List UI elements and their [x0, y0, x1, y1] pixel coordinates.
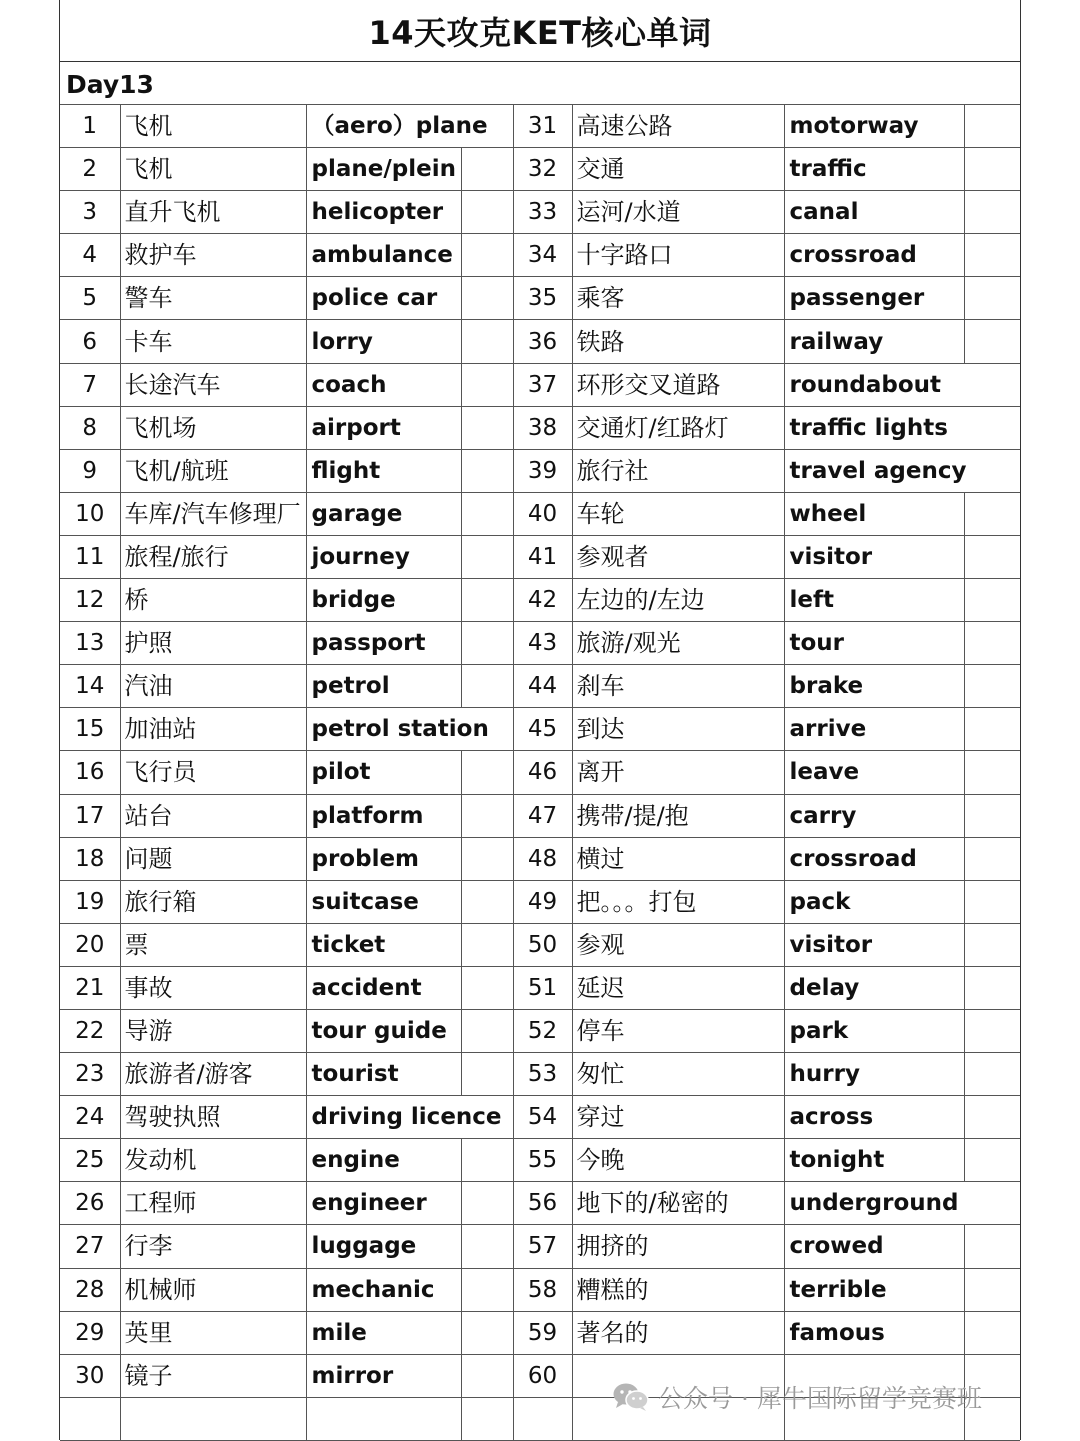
left-index: 12	[60, 579, 120, 622]
left-index: 30	[60, 1354, 120, 1397]
right-english: crowed	[784, 1225, 964, 1268]
vocabulary-sheet	[59, 0, 1021, 1440]
left-english: engineer	[306, 1182, 461, 1225]
table-row	[60, 363, 1020, 406]
left-blank-cell	[461, 794, 513, 837]
left-chinese: 旅行箱	[120, 880, 306, 923]
right-english: visitor	[784, 923, 964, 966]
right-index: 42	[513, 579, 572, 622]
right-index: 57	[513, 1225, 572, 1268]
right-blank-cell	[964, 1268, 1020, 1311]
left-chinese: 驾驶执照	[120, 1096, 306, 1139]
watermark-text: 公众号 · 犀牛国际留学竞赛班	[658, 1384, 982, 1413]
left-index: 13	[60, 622, 120, 665]
left-blank-cell	[461, 1354, 513, 1397]
left-chinese: 长途汽车	[120, 363, 306, 406]
right-blank-cell	[964, 880, 1020, 923]
left-chinese: 行李	[120, 1225, 306, 1268]
right-index: 35	[513, 277, 572, 320]
table-row	[60, 1268, 1020, 1311]
table-row	[60, 449, 1020, 492]
left-chinese: 导游	[120, 1009, 306, 1052]
left-chinese: 英里	[120, 1311, 306, 1354]
left-chinese: 旅程/旅行	[120, 535, 306, 578]
right-english: brake	[784, 665, 964, 708]
left-index: 5	[60, 277, 120, 320]
right-blank-cell	[964, 665, 1020, 708]
right-index: 31	[513, 105, 572, 148]
table-row	[60, 880, 1020, 923]
right-english: passenger	[784, 277, 964, 320]
left-chinese: 护照	[120, 622, 306, 665]
right-blank-cell	[964, 320, 1020, 363]
right-english: park	[784, 1009, 964, 1052]
left-index: 10	[60, 492, 120, 535]
left-english: luggage	[306, 1225, 461, 1268]
left-chinese: 旅游者/游客	[120, 1053, 306, 1096]
table-row	[60, 1139, 1020, 1182]
right-index: 48	[513, 837, 572, 880]
left-english: petrol station	[306, 708, 513, 751]
page-title: 14天攻克KET核心单词	[60, 0, 1020, 62]
right-index: 54	[513, 1096, 572, 1139]
right-english: carry	[784, 794, 964, 837]
right-index: 59	[513, 1311, 572, 1354]
table-row	[60, 191, 1020, 234]
table-row	[60, 406, 1020, 449]
right-blank-cell	[964, 492, 1020, 535]
right-index: 37	[513, 363, 572, 406]
left-english: engine	[306, 1139, 461, 1182]
left-index: 25	[60, 1139, 120, 1182]
right-blank-cell	[964, 622, 1020, 665]
table-row	[60, 837, 1020, 880]
right-blank-cell	[964, 708, 1020, 751]
right-english: crossroad	[784, 837, 964, 880]
right-blank-cell	[964, 837, 1020, 880]
left-chinese: 机械师	[120, 1268, 306, 1311]
right-chinese: 到达	[572, 708, 784, 751]
left-chinese: 站台	[120, 794, 306, 837]
right-english: tonight	[784, 1139, 964, 1182]
left-index: 26	[60, 1182, 120, 1225]
left-english: accident	[306, 966, 461, 1009]
left-english: journey	[306, 535, 461, 578]
left-chinese: 汽油	[120, 665, 306, 708]
right-index: 40	[513, 492, 572, 535]
watermark	[612, 1373, 982, 1421]
left-blank-cell	[461, 622, 513, 665]
right-english: visitor	[784, 535, 964, 578]
left-chinese: 事故	[120, 966, 306, 1009]
left-english: lorry	[306, 320, 461, 363]
right-english: delay	[784, 966, 964, 1009]
left-blank-cell	[461, 363, 513, 406]
right-blank-cell	[964, 966, 1020, 1009]
left-english: ambulance	[306, 234, 461, 277]
table-row	[60, 1096, 1020, 1139]
left-blank-cell	[461, 492, 513, 535]
right-index: 34	[513, 234, 572, 277]
right-index: 33	[513, 191, 572, 234]
left-blank-cell	[461, 923, 513, 966]
left-index: 6	[60, 320, 120, 363]
left-index: 3	[60, 191, 120, 234]
left-english: （aero）plane	[306, 105, 513, 148]
left-blank-cell	[461, 234, 513, 277]
right-english: famous	[784, 1311, 964, 1354]
table-row	[60, 492, 1020, 535]
right-chinese: 著名的	[572, 1311, 784, 1354]
right-english: travel agency	[784, 449, 1020, 492]
left-blank-cell	[461, 535, 513, 578]
right-english: traffic	[784, 148, 964, 191]
right-chinese: 乘客	[572, 277, 784, 320]
left-blank-cell	[461, 406, 513, 449]
left-blank-cell	[461, 665, 513, 708]
left-chinese: 问题	[120, 837, 306, 880]
right-blank-cell	[964, 277, 1020, 320]
left-chinese: 发动机	[120, 1139, 306, 1182]
right-index: 56	[513, 1182, 572, 1225]
left-blank-cell	[461, 1139, 513, 1182]
right-english: roundabout	[784, 363, 1020, 406]
right-chinese: 铁路	[572, 320, 784, 363]
left-index: 8	[60, 406, 120, 449]
right-chinese: 离开	[572, 751, 784, 794]
right-chinese: 地下的/秘密的	[572, 1182, 784, 1225]
left-english: helicopter	[306, 191, 461, 234]
table-row	[60, 320, 1020, 363]
right-english: railway	[784, 320, 964, 363]
left-index: 29	[60, 1311, 120, 1354]
right-index: 45	[513, 708, 572, 751]
left-english: police car	[306, 277, 461, 320]
left-index: 20	[60, 923, 120, 966]
right-english: left	[784, 579, 964, 622]
table-row	[60, 105, 1020, 148]
right-chinese: 运河/水道	[572, 191, 784, 234]
right-chinese: 停车	[572, 1009, 784, 1052]
left-english: mile	[306, 1311, 461, 1354]
right-blank-cell	[964, 148, 1020, 191]
left-chinese: 工程师	[120, 1182, 306, 1225]
right-index: 41	[513, 535, 572, 578]
left-index: 28	[60, 1268, 120, 1311]
right-chinese: 穿过	[572, 1096, 784, 1139]
right-index: 44	[513, 665, 572, 708]
left-index: 14	[60, 665, 120, 708]
right-index: 39	[513, 449, 572, 492]
left-english: mechanic	[306, 1268, 461, 1311]
left-blank-cell	[461, 1311, 513, 1354]
left-index: 24	[60, 1096, 120, 1139]
left-index: 18	[60, 837, 120, 880]
left-blank-cell	[461, 1053, 513, 1096]
left-english	[306, 1397, 461, 1440]
left-chinese: 加油站	[120, 708, 306, 751]
right-blank-cell	[964, 105, 1020, 148]
right-chinese: 参观	[572, 923, 784, 966]
right-index: 46	[513, 751, 572, 794]
right-blank-cell	[964, 579, 1020, 622]
right-index: 53	[513, 1053, 572, 1096]
right-chinese: 拥挤的	[572, 1225, 784, 1268]
right-index: 51	[513, 966, 572, 1009]
right-blank-cell	[964, 923, 1020, 966]
left-index: 2	[60, 148, 120, 191]
right-index: 52	[513, 1009, 572, 1052]
left-index: 7	[60, 363, 120, 406]
right-english: tour	[784, 622, 964, 665]
right-chinese: 交通	[572, 148, 784, 191]
right-blank-cell	[964, 535, 1020, 578]
right-index	[513, 1397, 572, 1440]
table-row	[60, 1009, 1020, 1052]
left-blank-cell	[461, 1009, 513, 1052]
right-english: across	[784, 1096, 964, 1139]
left-index: 23	[60, 1053, 120, 1096]
left-chinese: 票	[120, 923, 306, 966]
left-english: flight	[306, 449, 461, 492]
left-chinese: 警车	[120, 277, 306, 320]
right-english: crossroad	[784, 234, 964, 277]
vocabulary-table	[60, 104, 1020, 1441]
left-blank-cell	[461, 751, 513, 794]
left-english: petrol	[306, 665, 461, 708]
right-chinese: 延迟	[572, 966, 784, 1009]
left-english: ticket	[306, 923, 461, 966]
left-english: tour guide	[306, 1009, 461, 1052]
right-chinese: 刹车	[572, 665, 784, 708]
right-chinese: 交通灯/红路灯	[572, 406, 784, 449]
left-english: problem	[306, 837, 461, 880]
table-row	[60, 966, 1020, 1009]
right-blank-cell	[964, 234, 1020, 277]
right-blank-cell	[964, 1225, 1020, 1268]
right-index: 49	[513, 880, 572, 923]
right-blank-cell	[964, 751, 1020, 794]
right-english: motorway	[784, 105, 964, 148]
left-blank-cell	[461, 880, 513, 923]
day-label: Day13	[60, 61, 1020, 105]
left-chinese: 飞机	[120, 105, 306, 148]
left-chinese: 直升飞机	[120, 191, 306, 234]
left-chinese: 飞机/航班	[120, 449, 306, 492]
right-english: wheel	[784, 492, 964, 535]
right-blank-cell	[964, 1096, 1020, 1139]
left-blank-cell	[461, 320, 513, 363]
table-row	[60, 751, 1020, 794]
left-chinese: 卡车	[120, 320, 306, 363]
left-english: mirror	[306, 1354, 461, 1397]
right-chinese: 环形交叉道路	[572, 363, 784, 406]
right-index: 55	[513, 1139, 572, 1182]
table-row	[60, 665, 1020, 708]
right-chinese: 旅行社	[572, 449, 784, 492]
table-row	[60, 622, 1020, 665]
right-chinese: 糟糕的	[572, 1268, 784, 1311]
right-index: 32	[513, 148, 572, 191]
right-english: traffic lights	[784, 406, 1020, 449]
right-blank-cell	[964, 1053, 1020, 1096]
left-blank-cell	[461, 1268, 513, 1311]
left-index: 17	[60, 794, 120, 837]
right-chinese: 把。。。打包	[572, 880, 784, 923]
left-english: platform	[306, 794, 461, 837]
table-row	[60, 1053, 1020, 1096]
left-index	[60, 1397, 120, 1440]
left-blank-cell	[461, 191, 513, 234]
right-chinese: 左边的/左边	[572, 579, 784, 622]
left-index: 11	[60, 535, 120, 578]
right-english: terrible	[784, 1268, 964, 1311]
left-english: airport	[306, 406, 461, 449]
left-chinese: 飞行员	[120, 751, 306, 794]
left-chinese: 镜子	[120, 1354, 306, 1397]
right-blank-cell	[964, 1139, 1020, 1182]
left-english: tourist	[306, 1053, 461, 1096]
table-row	[60, 708, 1020, 751]
left-index: 16	[60, 751, 120, 794]
right-english: underground	[784, 1182, 1020, 1225]
right-index: 58	[513, 1268, 572, 1311]
table-row	[60, 794, 1020, 837]
left-blank-cell	[461, 579, 513, 622]
left-english: coach	[306, 363, 461, 406]
left-english: passport	[306, 622, 461, 665]
right-chinese: 参观者	[572, 535, 784, 578]
table-row	[60, 148, 1020, 191]
left-blank-cell	[461, 837, 513, 880]
right-index: 50	[513, 923, 572, 966]
left-index: 1	[60, 105, 120, 148]
right-chinese: 携带/提/抱	[572, 794, 784, 837]
right-index: 47	[513, 794, 572, 837]
left-chinese: 飞机	[120, 148, 306, 191]
left-blank-cell	[461, 1397, 513, 1440]
table-row	[60, 1182, 1020, 1225]
table-row	[60, 1225, 1020, 1268]
right-blank-cell	[964, 1009, 1020, 1052]
left-chinese: 救护车	[120, 234, 306, 277]
right-index: 36	[513, 320, 572, 363]
right-chinese: 高速公路	[572, 105, 784, 148]
left-english: suitcase	[306, 880, 461, 923]
left-chinese: 飞机场	[120, 406, 306, 449]
left-blank-cell	[461, 1182, 513, 1225]
left-index: 9	[60, 449, 120, 492]
left-index: 19	[60, 880, 120, 923]
left-english: bridge	[306, 579, 461, 622]
table-row	[60, 277, 1020, 320]
right-index: 60	[513, 1354, 572, 1397]
right-english: canal	[784, 191, 964, 234]
right-chinese: 横过	[572, 837, 784, 880]
right-blank-cell	[964, 794, 1020, 837]
table-row	[60, 234, 1020, 277]
right-chinese: 今晚	[572, 1139, 784, 1182]
right-english: pack	[784, 880, 964, 923]
right-english: arrive	[784, 708, 964, 751]
right-blank-cell	[964, 1311, 1020, 1354]
left-blank-cell	[461, 449, 513, 492]
left-blank-cell	[461, 1225, 513, 1268]
table-row	[60, 923, 1020, 966]
left-english: plane/plein	[306, 148, 461, 191]
left-index: 15	[60, 708, 120, 751]
table-row	[60, 579, 1020, 622]
right-chinese: 十字路口	[572, 234, 784, 277]
left-index: 4	[60, 234, 120, 277]
right-english: leave	[784, 751, 964, 794]
left-blank-cell	[461, 277, 513, 320]
left-english: pilot	[306, 751, 461, 794]
left-english: driving licence	[306, 1096, 513, 1139]
left-english: garage	[306, 492, 461, 535]
table-row	[60, 1311, 1020, 1354]
right-chinese: 旅游/观光	[572, 622, 784, 665]
table-row	[60, 535, 1020, 578]
wechat-icon	[612, 1382, 650, 1412]
left-chinese: 车库/汽车修理厂	[120, 492, 306, 535]
left-chinese	[120, 1397, 306, 1440]
left-index: 22	[60, 1009, 120, 1052]
left-index: 21	[60, 966, 120, 1009]
left-blank-cell	[461, 966, 513, 1009]
right-index: 38	[513, 406, 572, 449]
left-blank-cell	[461, 148, 513, 191]
right-chinese: 车轮	[572, 492, 784, 535]
right-blank-cell	[964, 191, 1020, 234]
right-english: hurry	[784, 1053, 964, 1096]
right-index: 43	[513, 622, 572, 665]
left-chinese: 桥	[120, 579, 306, 622]
left-index: 27	[60, 1225, 120, 1268]
right-chinese: 匆忙	[572, 1053, 784, 1096]
